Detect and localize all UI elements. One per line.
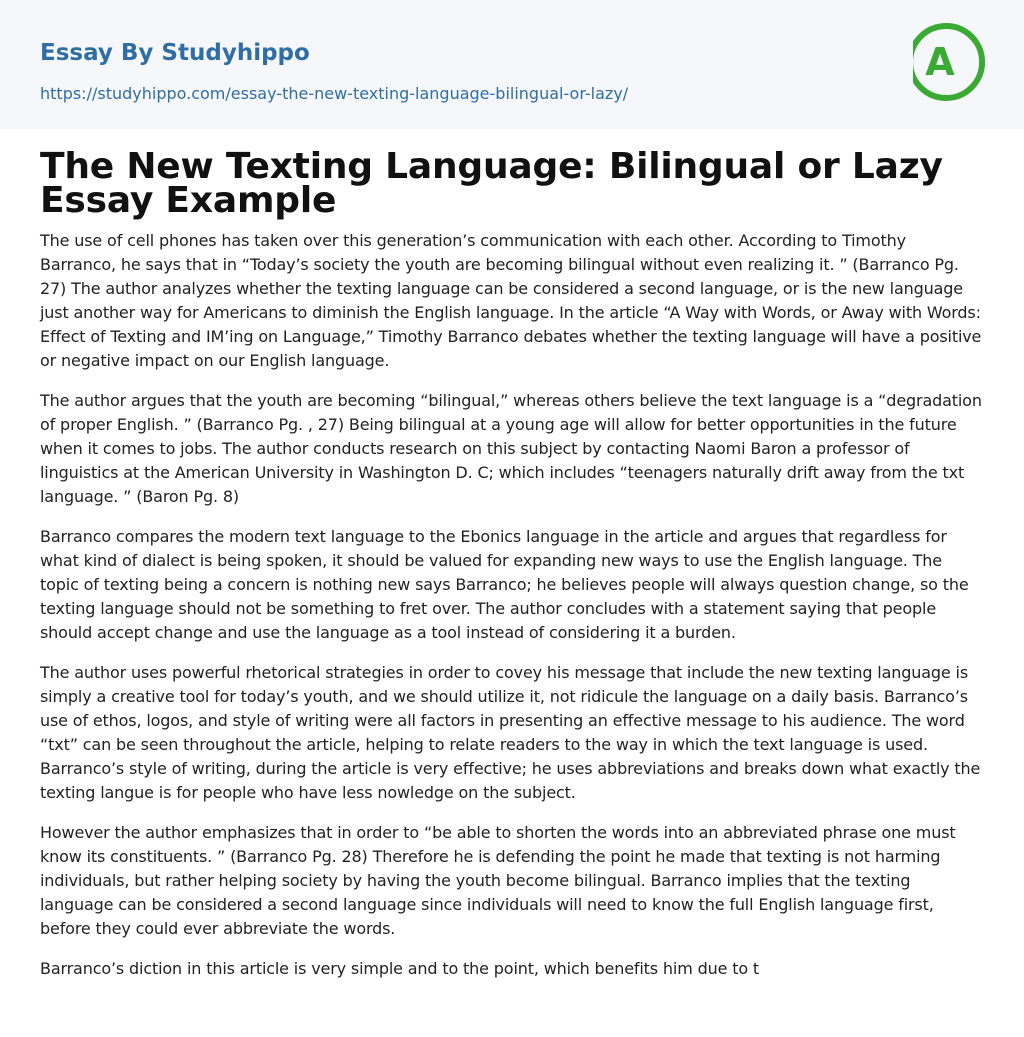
site-header xyxy=(0,0,1024,129)
article-title: The New Texting Language: Bilingual or Lazy Essay Example xyxy=(40,146,943,221)
site-name[interactable]: Essay By Studyhippo xyxy=(40,40,310,66)
logo-letter: A xyxy=(925,40,955,84)
essay-url-link[interactable]: https://studyhippo.com/essay-the-new-texting-language-bilingual-or-lazy/ xyxy=(40,84,629,103)
article-paragraph: Barranco compares the modern text language to the Ebonics language in the article and argues that regardless for what kind of dialect is being spoken, it should be valued for expanding new ways to use the English language. The topic of texting being a concern is nothing new says Barranco; he believes people will always question change, so the texting language should not be something to fret over. The author concludes with a statement saying that people should accept change and use the language as a tool instead of considering it a burden. xyxy=(40,527,969,642)
article-body xyxy=(40,229,984,997)
article-paragraph: However the author emphasizes that in order to “be able to shorten the words into an abbreviated phrase one must know its constituents. ” (Barranco Pg. 28) Therefore he is defending the point he made that texting is not harming individuals, but rather helping society by having the youth become bilingual. Barranco implies that the texting language can be considered a second language since individuals will need to know the full English language first, before they could ever abbreviate the words. xyxy=(40,823,956,938)
article-paragraph: The author argues that the youth are becoming “bilingual,” whereas others believe the text language is a “degradation of proper English. ” (Barranco Pg. , 27) Being bilingual at a young age will allow for better opportunities in the future when it comes to jobs. The author conducts research on this subject by contacting Naomi Baron a professor of linguistics at the American University in Washington D. C; which includes “teenagers naturally drift away from the txt language. ” (Baron Pg. 8) xyxy=(40,391,982,506)
article-paragraph: The use of cell phones has taken over this generation’s communication with each other. According to Timothy Barranco, he says that in “Today’s society the youth are becoming bilingual without even realizing it. ” (Barranco Pg. 27) The author analyzes whether the texting language can be considered a second language, or is the new language just another way for Americans to diminish the English language. In the article “A Way with Words, or Away with Words: Effect of Texting and IM’ing on Language,” Timothy Barranco debates whether the texting language will have a positive or negative impact on our English language. xyxy=(40,231,982,370)
studyhippo-logo-icon[interactable] xyxy=(913,20,985,104)
article-title-container xyxy=(40,146,984,221)
article-paragraph: Barranco’s diction in this article is very simple and to the point, which benefits him due to t xyxy=(40,959,760,978)
article-paragraph: The author uses powerful rhetorical strategies in order to covey his message that include the new texting language is simply a creative tool for today’s youth, and we should utilize it, not ridicule the language on a daily basis. Barranco’s use of ethos, logos, and style of writing were all factors in presenting an effective message to his audience. The word “txt” can be seen throughout the article, helping to relate readers to the way in which the text language is used. Barranco’s style of writing, during the article is very effective; he uses abbreviations and breaks down what exactly the texting langue is for people who have less nowledge on the subject. xyxy=(40,663,981,802)
